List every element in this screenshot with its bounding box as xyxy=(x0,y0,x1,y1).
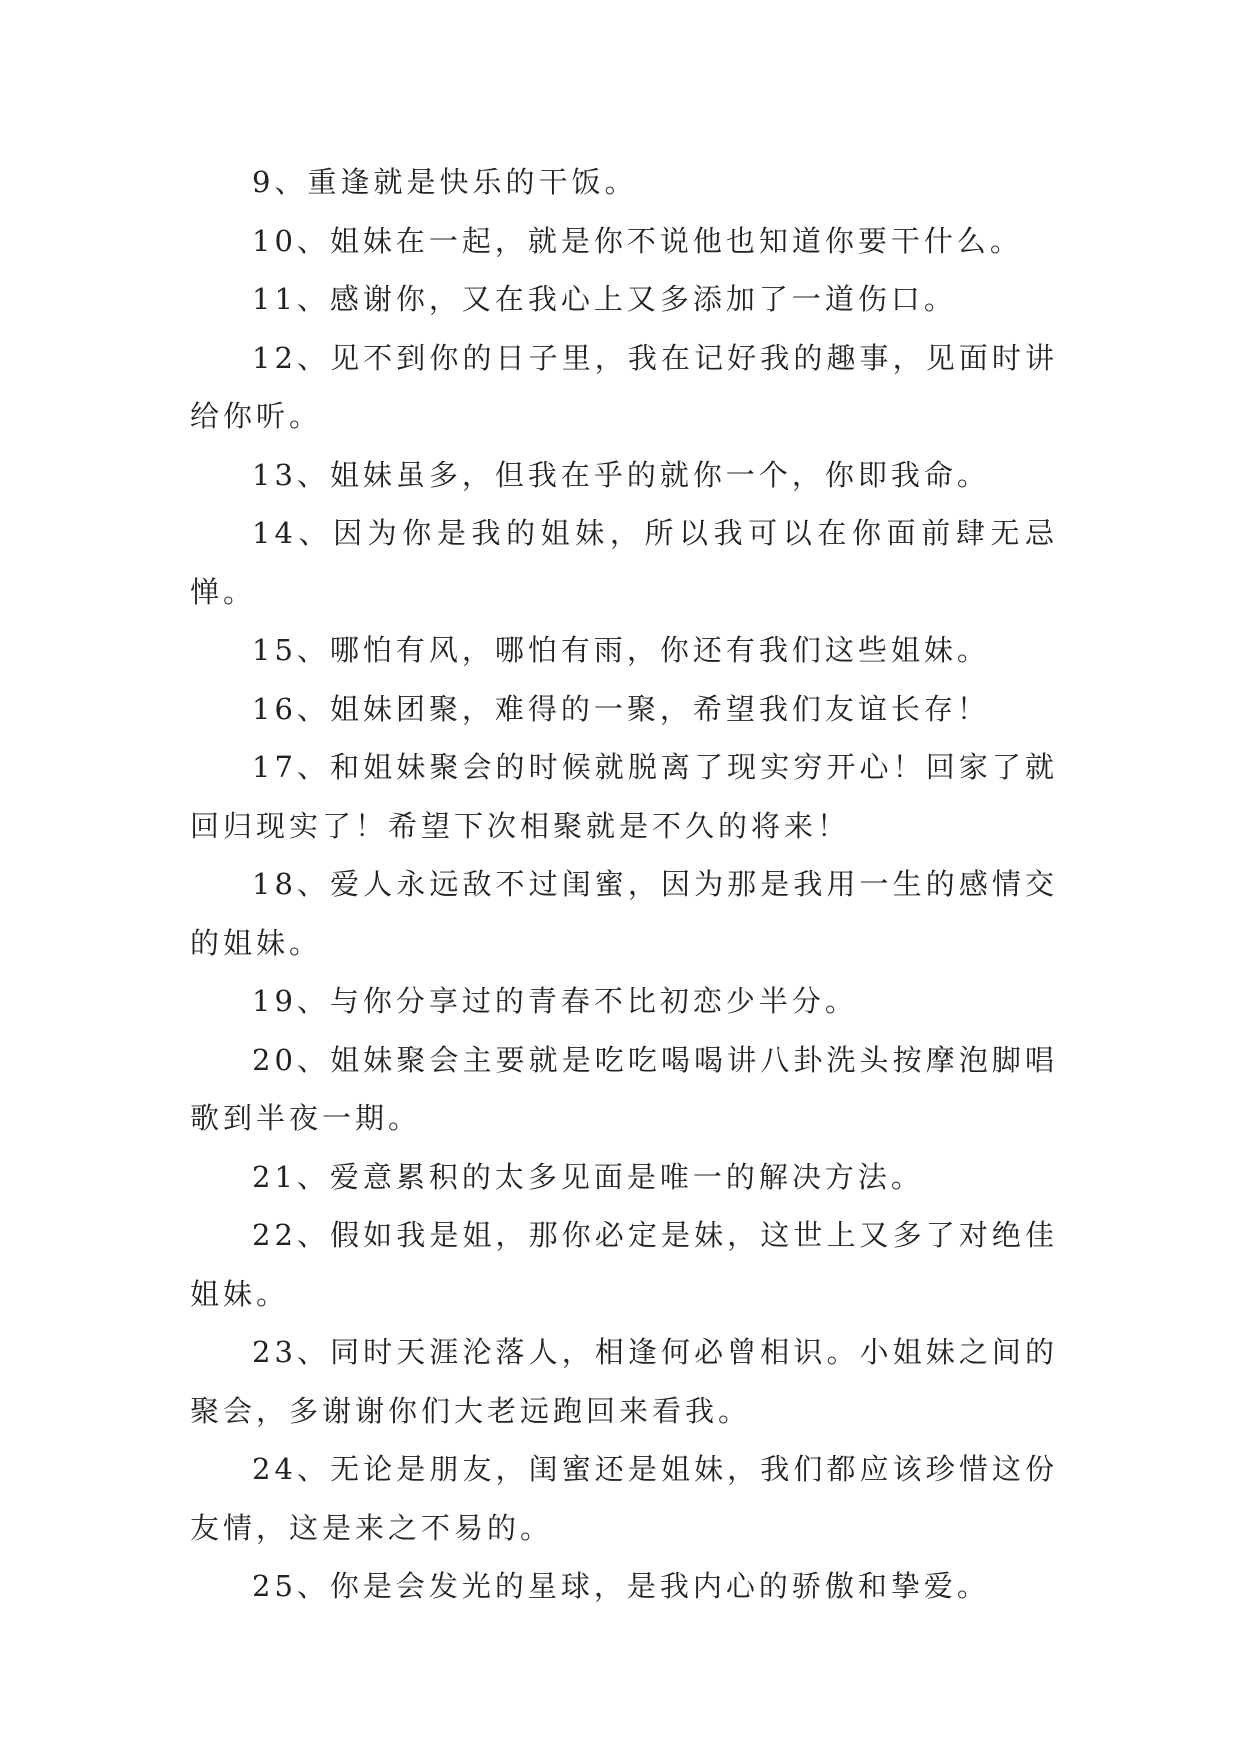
list-item: 20、姐妹聚会主要就是吃吃喝喝讲八卦洗头按摩泡脚唱歌到半夜一期。 xyxy=(190,1042,1058,1135)
list-item: 17、和姐妹聚会的时候就脱离了现实穷开心！回家了就回归现实了！希望下次相聚就是不久的将来！ xyxy=(190,750,1058,843)
list-item: 12、见不到你的日子里，我在记好我的趣事，见面时讲给你听。 xyxy=(190,340,1058,433)
list-item: 9、重逢就是快乐的干饭。 xyxy=(252,165,638,199)
list-item: 18、爱人永远敌不过闺蜜，因为那是我用一生的感情交的姐妹。 xyxy=(190,867,1058,960)
document-body xyxy=(190,153,1058,1616)
list-item: 24、无论是朋友，闺蜜还是姐妹，我们都应该珍惜这份友情，这是来之不易的。 xyxy=(190,1452,1058,1545)
list-item: 16、姐妹团聚，难得的一聚，希望我们友谊长存！ xyxy=(252,691,990,726)
list-item: 14、因为你是我的姐妹，所以我可以在你面前肆无忌惮。 xyxy=(190,516,1058,609)
list-item: 15、哪怕有风，哪怕有雨，你还有我们这些姐妹。 xyxy=(252,633,990,667)
list-item: 21、爱意累积的太多见面是唯一的解决方法。 xyxy=(252,1159,924,1194)
list-item: 19、与你分享过的青春不比初恋少半分。 xyxy=(252,984,858,1018)
list-item: 13、姐妹虽多，但我在乎的就你一个，你即我命。 xyxy=(252,457,990,492)
list-item: 25、你是会发光的星球，是我内心的骄傲和挚爱。 xyxy=(252,1569,990,1603)
list-item: 22、假如我是姐，那你必定是妹，这世上又多了对绝佳姐妹。 xyxy=(190,1218,1058,1311)
list-item: 10、姐妹在一起，就是你不说他也知道你要干什么。 xyxy=(252,223,1023,258)
list-item: 23、同时天涯沦落人，相逢何必曾相识。小姐妹之间的聚会，多谢谢你们大老远跑回来看我。 xyxy=(190,1335,1058,1428)
list-item: 11、感谢你，又在我心上又多添加了一道伤口。 xyxy=(252,282,957,316)
